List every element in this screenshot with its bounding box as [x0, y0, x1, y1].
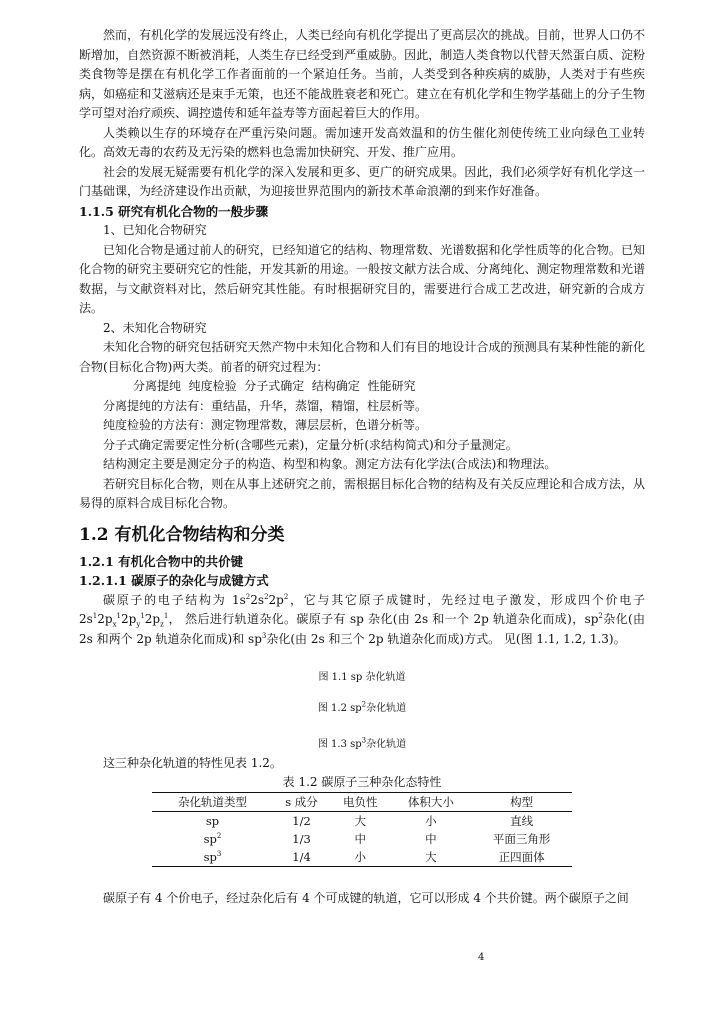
table-header-cell: 体积大小 — [391, 792, 472, 811]
table-cell-volume: 中 — [425, 831, 437, 846]
table-cell-shape: 正四面体 — [471, 848, 572, 867]
table-cell-type: $sp^2$ — [203, 831, 222, 846]
table-cell-en: 大 — [354, 813, 367, 828]
table-cell-s: 1/4 — [273, 848, 330, 867]
table-header-cell: 构型 — [471, 792, 572, 811]
paragraph-known-compounds: 已知化合物是通过前人的研究，已经知道它的结构、物理常数、光谱数据和化学性质等的化合物。已知化合物的研究主要研究它的性能，开发其新的用途。一般按文献方法合成、分离纯化、测定物理常数和光谱数据，与文献资料对比，然后研究其性能。有时根据研究目的，需要进行合成工艺改进，研究新的合成方法。 — [79, 242, 645, 315]
document-page — [79, 26, 645, 908]
table-row — [152, 811, 572, 830]
table-row — [152, 848, 572, 867]
table-cell-volume: 小 — [425, 813, 437, 828]
figure-caption-1-1: 图 1.1 sp 杂化轨道 — [318, 672, 406, 683]
paragraph-target-compounds: 若研究目标化合物，则在从事上述研究之前，需根据目标化合物的结构及有关反应理论和合成方法，从易得的原料合成目标化合物。 — [79, 476, 645, 510]
table-cell-volume: 大 — [391, 848, 472, 867]
table-cell-en: 中 — [354, 831, 367, 846]
paragraph-environment: 人类赖以生存的环境存在严重污染问题。需加速开发高效温和的仿生催化剂使传统工业向绿色工业转化。高效无毒的农药及无污染的燃料也急需加快研究、开发、推广应用。 — [79, 125, 645, 159]
section-heading-1-2-1: 1.2.1 有机化合物中的共价键 — [79, 553, 244, 569]
hybridization-table — [152, 792, 572, 867]
table-cell-type: $sp^3$ — [152, 848, 273, 867]
table-row — [152, 830, 572, 848]
paragraph-unknown-compounds: 未知化合物的研究包括研究天然产物中未知化合物和人们有目的地设计合成的预测具有某种性能的新化合物(目标化合物)两大类。前者的研究过程为： — [79, 340, 645, 374]
section-heading-1-2-1-1: 1.2.1.1 碳原子的杂化与成键方式 — [79, 573, 269, 588]
table-cell-en: 小 — [330, 848, 390, 867]
subheading-unknown-compounds: 2、未知化合物研究 — [103, 320, 207, 335]
line-formula-determination: 分子式确定需要定性分析(含哪些元素)，定量分析(求结构简式)和分子量测定。 — [103, 437, 518, 452]
paragraph-challenges: 然而，有机化学的发展远没有终止，人类已经向有机化学提出了更高层次的挑战。目前，世界人口仍不断增加，自然资源不断被消耗，人类生存已经受到严重威胁。因此，制造人类食物以代替天然蛋白质、淀粉类食物等是摆在有机化学工作者面前的一个紧迫任务。当前，人类受到各种疾病的威胁，人类对于有些疾病，如癌症和艾滋病还是束手无策，也还不能战胜衰老和死亡。建立在有机化学和生物学基础上的分子生物学可望对治疗顽疾、调控遗传和延年益寿等方面起着巨大的作用。 — [79, 28, 645, 120]
table-cell-shape: 直线 — [510, 813, 534, 828]
subheading-known-compounds: 1、已知化合物研究 — [103, 223, 207, 237]
table-header-cell: 杂化轨道类型 — [152, 792, 273, 811]
research-steps: 分离提纯 纯度检验 分子式确定 结构确定 性能研究 — [133, 379, 416, 393]
table-cell-s: 1/3 — [292, 831, 311, 846]
paragraph-valence-electrons: 碳原子有 4 个价电子，经过杂化后有 4 个可成键的轨道，它可以形成 4 个共价键。两个碳原子之间 — [103, 890, 629, 905]
table-header-cell: s 成分 — [273, 792, 330, 811]
paragraph-hybridization: 碳原子的电子结构为 $1s^22s^22p^2$，它与其它原子成键时，先经过电子激发，形成四个价电子 $2s^12p_x^12p_y^12p_z^1$， 然后进行轨道杂化。碳原子有 sp 杂化(由 2s 和一个 2p 轨道杂化而成)，$sp^2$杂化(由 2s 和两个 2p 轨道杂化而成)和 $sp^3$杂化(由 2s 和三个 2p 轨道杂化而成)方式。 见(图 1.1, 1.2, 1.3)。 — [79, 592, 645, 646]
line-separation-methods: 分离提纯的方法有：重结晶，升华，蒸馏，精馏，柱层析等。 — [103, 398, 428, 413]
table-cell-s: 1/2 — [292, 813, 311, 828]
table-header-row — [152, 792, 572, 811]
section-heading-1-1-5: 1.1.5 研究有机化合物的一般步骤 — [79, 203, 269, 219]
paragraph-development: 社会的发展无疑需要有机化学的深入发展和更多、更广的研究成果。因此，我们必须学好有机化学这一门基础课，为经济建设作出贡献，为迎接世界范围内的新技术革命浪潮的到来作好准备。 — [79, 164, 645, 198]
line-structure-determination: 结构测定主要是测定分子的构造、构型和构象。测定方法有化学法(合成法)和物理法。 — [103, 457, 557, 471]
table-cell-type: sp — [205, 813, 220, 828]
table-title: 表 1.2 碳原子三种杂化态特性 — [282, 774, 442, 789]
figure-caption-1-3: 图 1.3 $sp^3$杂化轨道 — [317, 736, 407, 750]
table-header-cell: 电负性 — [330, 792, 390, 811]
table-cell-shape: 平面三角形 — [492, 831, 551, 846]
line-purity-methods: 纯度检验的方法有：测定物理常数，薄层层析，色谱分析等。 — [103, 418, 428, 432]
section-heading-1-2: 1.2 有机化合物结构和分类 — [79, 524, 285, 545]
page-number: 4 — [478, 952, 485, 963]
figure-caption-1-2: 图 1.2 $sp^2$杂化轨道 — [317, 700, 407, 714]
table-intro: 这三种杂化轨道的特性见表 1.2。 — [103, 756, 282, 770]
